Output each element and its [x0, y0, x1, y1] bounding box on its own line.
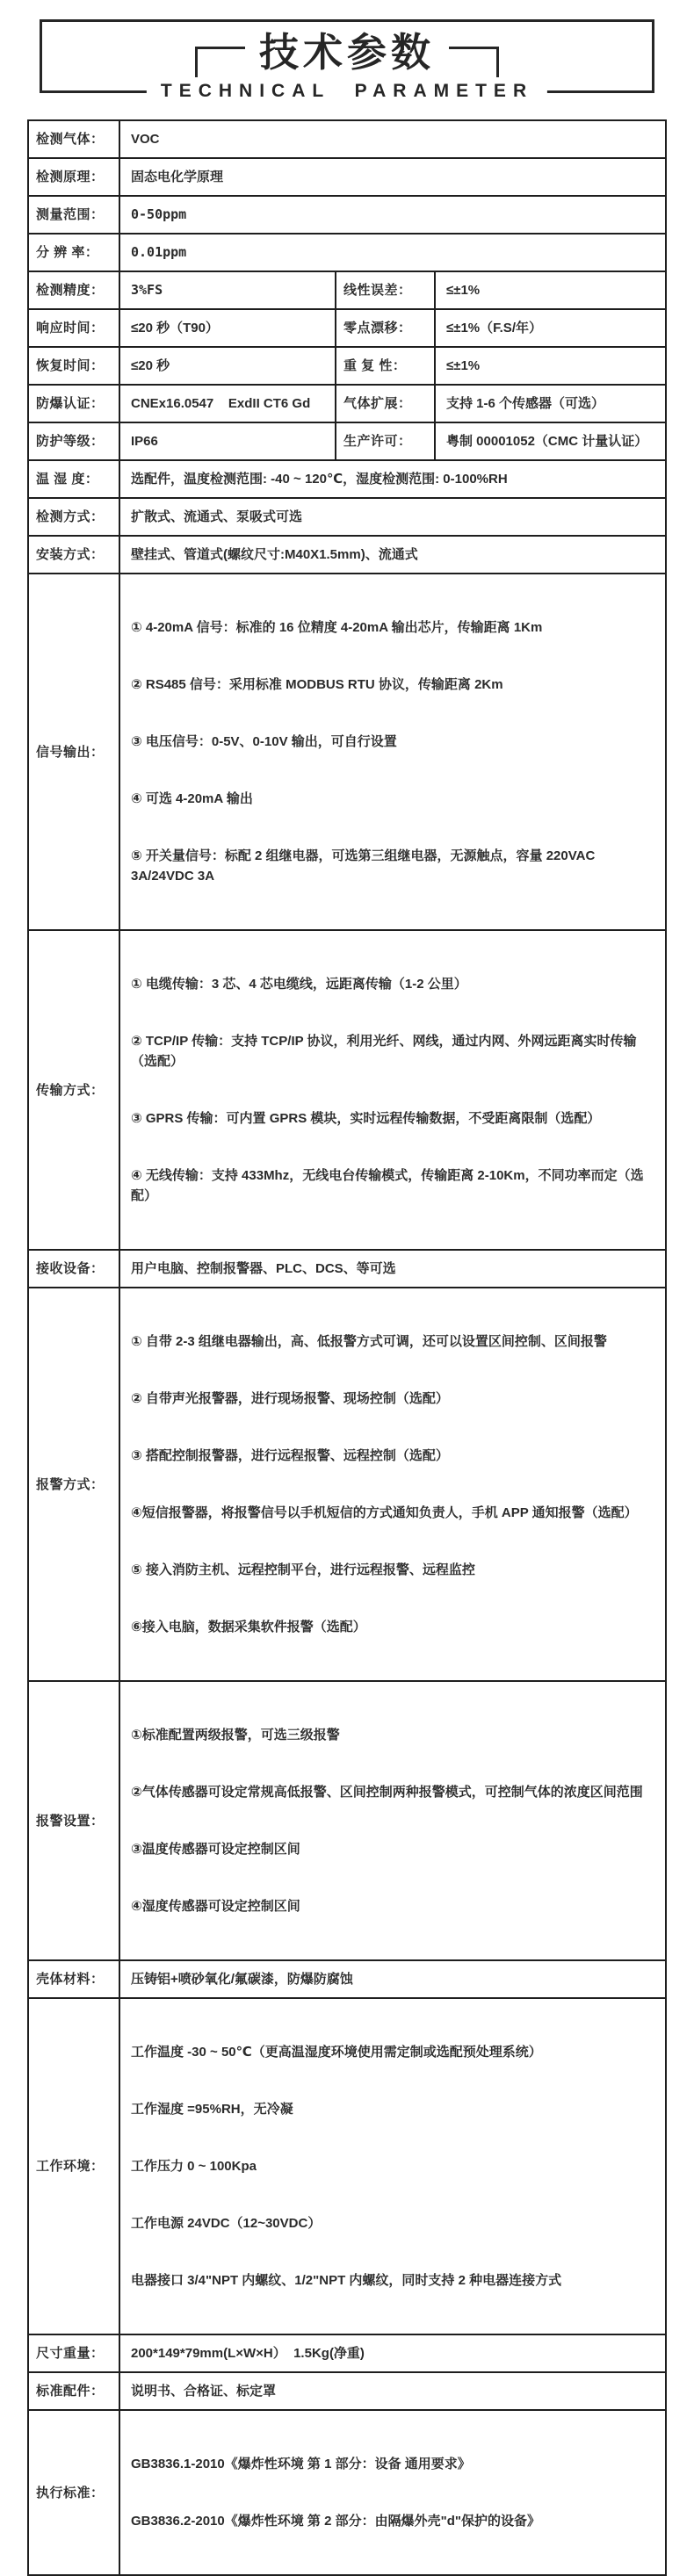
spec-row	[28, 2334, 666, 2372]
spec-row	[28, 536, 666, 574]
spec-value: 0.01ppm	[119, 234, 666, 271]
spec-label: 防爆认证：	[28, 385, 119, 422]
spec-value: ≤±1%	[435, 271, 666, 309]
spec-label: 重 复 性：	[336, 347, 435, 385]
spec-value	[119, 930, 666, 1250]
spec-row	[28, 385, 666, 422]
spec-value: 说明书、合格证、标定罩	[119, 2372, 666, 2410]
spec-value: 3%FS	[119, 271, 336, 309]
spec-value: ≤±1%（F.S/年）	[435, 309, 666, 347]
title-row	[42, 32, 652, 77]
spec-label: 安装方式：	[28, 536, 119, 574]
spec-row	[28, 422, 666, 460]
spec-line: ⑤ 接入消防主机、远程控制平台，进行远程报警、远程监控	[131, 1562, 475, 1577]
spec-line: ④ 可选 4-20mA 输出	[131, 791, 253, 806]
title-bracket-right-decoration	[449, 47, 499, 77]
spec-row	[28, 2410, 666, 2575]
spec-value	[119, 1681, 666, 1960]
spec-value: 压铸铝+喷砂氧化/氟碳漆，防爆防腐蚀	[119, 1960, 666, 1998]
spec-row	[28, 2372, 666, 2410]
spec-line: ③ 搭配控制报警器，进行远程报警、远程控制（选配）	[131, 1448, 449, 1463]
spec-line: GB3836.1-2010《爆炸性环境 第 1 部分：设备 通用要求》	[131, 2457, 471, 2471]
spec-value: 0-50ppm	[119, 196, 666, 234]
spec-label: 标准配件：	[28, 2372, 119, 2410]
spec-row	[28, 271, 666, 309]
spec-row	[28, 574, 666, 930]
spec-row	[28, 498, 666, 536]
spec-line: 工作电源 24VDC（12~30VDC）	[131, 2216, 322, 2231]
spec-label: 检测方式：	[28, 498, 119, 536]
spec-value: ≤±1%	[435, 347, 666, 385]
spec-row	[28, 158, 666, 196]
spec-row	[28, 1681, 666, 1960]
spec-label: 执行标准：	[28, 2410, 119, 2575]
spec-label: 恢复时间：	[28, 347, 119, 385]
spec-line: ③ 电压信号：0-5V、0-10V 输出，可自行设置	[131, 734, 397, 749]
spec-value: 选配件，温度检测范围: -40 ~ 120℃，湿度检测范围: 0-100%RH	[119, 460, 666, 498]
spec-line: ④湿度传感器可设定控制区间	[131, 1899, 300, 1914]
spec-line: 工作湿度 =95%RH，无冷凝	[131, 2102, 293, 2117]
spec-line: 工作压力 0 ~ 100Kpa	[131, 2159, 257, 2174]
spec-value: ≤20 秒	[119, 347, 336, 385]
spec-row	[28, 1250, 666, 1288]
spec-value	[119, 574, 666, 930]
spec-value: 壁挂式、管道式(螺纹尺寸:M40X1.5mm)、流通式	[119, 536, 666, 574]
spec-label: 传输方式：	[28, 930, 119, 1250]
spec-label: 防护等级：	[28, 422, 119, 460]
spec-row	[28, 1998, 666, 2334]
spec-value	[119, 1288, 666, 1681]
title-bracket-left-decoration	[195, 47, 245, 77]
page-title: 技术参数	[258, 30, 435, 75]
spec-label: 壳体材料：	[28, 1960, 119, 1998]
spec-line: ② 自带声光报警器，进行现场报警、现场控制（选配）	[131, 1391, 449, 1406]
spec-label: 响应时间：	[28, 309, 119, 347]
spec-line: ⑥接入电脑，数据采集软件报警（选配）	[131, 1620, 366, 1634]
spec-row	[28, 120, 666, 158]
spec-label: 报警方式：	[28, 1288, 119, 1681]
spec-line: GB3836.2-2010《爆炸性环境 第 2 部分：由隔爆外壳"d"保护的设备》	[131, 2514, 540, 2529]
spec-value: VOC	[119, 120, 666, 158]
page-subtitle: TECHNICAL PARAMETER	[147, 81, 547, 102]
spec-row	[28, 1960, 666, 1998]
page	[0, 19, 694, 2576]
spec-label: 检测原理：	[28, 158, 119, 196]
spec-line: ② TCP/IP 传输：支持 TCP/IP 协议，利用光纤、网线，通过内网、外网远距离实时传输（选配）	[131, 1034, 637, 1069]
spec-label: 检测气体：	[28, 120, 119, 158]
spec-value: IP66	[119, 422, 336, 460]
spec-label: 信号输出：	[28, 574, 119, 930]
spec-row	[28, 347, 666, 385]
spec-value: 粤制 00001052（CMC 计量认证）	[435, 422, 666, 460]
spec-label: 分 辨 率：	[28, 234, 119, 271]
spec-line: ①标准配置两级报警，可选三级报警	[131, 1728, 340, 1743]
spec-label: 线性误差：	[336, 271, 435, 309]
spec-line: ④短信报警器，将报警信号以手机短信的方式通知负责人，手机 APP 通知报警（选配）	[131, 1505, 638, 1520]
spec-label: 接收设备：	[28, 1250, 119, 1288]
spec-line: ① 自带 2-3 组继电器输出，高、低报警方式可调，还可以设置区间控制、区间报警	[131, 1334, 607, 1349]
spec-label: 测量范围：	[28, 196, 119, 234]
spec-label: 尺寸重量：	[28, 2334, 119, 2372]
spec-value: 200*149*79mm(L×W×H） 1.5Kg(净重)	[119, 2334, 666, 2372]
spec-row	[28, 1288, 666, 1681]
spec-row	[28, 196, 666, 234]
spec-row	[28, 309, 666, 347]
spec-row	[28, 930, 666, 1250]
spec-line: 工作温度 -30 ~ 50℃（更高温湿度环境使用需定制或选配预处理系统）	[131, 2045, 542, 2060]
spec-label: 生产许可：	[336, 422, 435, 460]
spec-value	[119, 1998, 666, 2334]
spec-label: 报警设置：	[28, 1681, 119, 1960]
spec-table	[27, 119, 667, 2576]
spec-line: ⑤ 开关量信号：标配 2 组继电器，可选第三组继电器，无源触点，容量 220VAC 3A/24VDC 3A	[131, 848, 599, 884]
spec-label: 温 湿 度：	[28, 460, 119, 498]
spec-value: 用户电脑、控制报警器、PLC、DCS、等可选	[119, 1250, 666, 1288]
spec-value: ≤20 秒（T90）	[119, 309, 336, 347]
spec-label: 检测精度：	[28, 271, 119, 309]
spec-line: ②气体传感器可设定常规高低报警、区间控制两种报警模式，可控制气体的浓度区间范围	[131, 1785, 643, 1800]
header-box	[40, 19, 654, 101]
spec-label: 零点漂移：	[336, 309, 435, 347]
spec-row	[28, 234, 666, 271]
spec-line: ② RS485 信号：采用标准 MODBUS RTU 协议，传输距离 2Km	[131, 677, 503, 692]
spec-value: 扩散式、流通式、泵吸式可选	[119, 498, 666, 536]
spec-line: ① 4-20mA 信号：标准的 16 位精度 4-20mA 输出芯片，传输距离 1Km	[131, 620, 543, 635]
spec-label: 工作环境：	[28, 1998, 119, 2334]
spec-line: ① 电缆传输：3 芯、4 芯电缆线，远距离传输（1-2 公里）	[131, 977, 467, 992]
spec-label: 气体扩展：	[336, 385, 435, 422]
spec-row	[28, 460, 666, 498]
spec-line: ④ 无线传输：支持 433Mhz，无线电台传输模式，传输距离 2-10Km，不同功率而定（选配）	[131, 1168, 644, 1203]
spec-line: 电器接口 3/4"NPT 内螺纹、1/2"NPT 内螺纹，同时支持 2 种电器连接方式	[131, 2273, 562, 2288]
spec-value: 支持 1-6 个传感器（可选）	[435, 385, 666, 422]
spec-value: CNEx16.0547 ExdII CT6 Gd	[119, 385, 336, 422]
spec-value	[119, 2410, 666, 2575]
spec-line: ③ GPRS 传输：可内置 GPRS 模块，实时远程传输数据，不受距离限制（选配）	[131, 1111, 601, 1126]
spec-value: 固态电化学原理	[119, 158, 666, 196]
spec-line: ③温度传感器可设定控制区间	[131, 1842, 300, 1857]
